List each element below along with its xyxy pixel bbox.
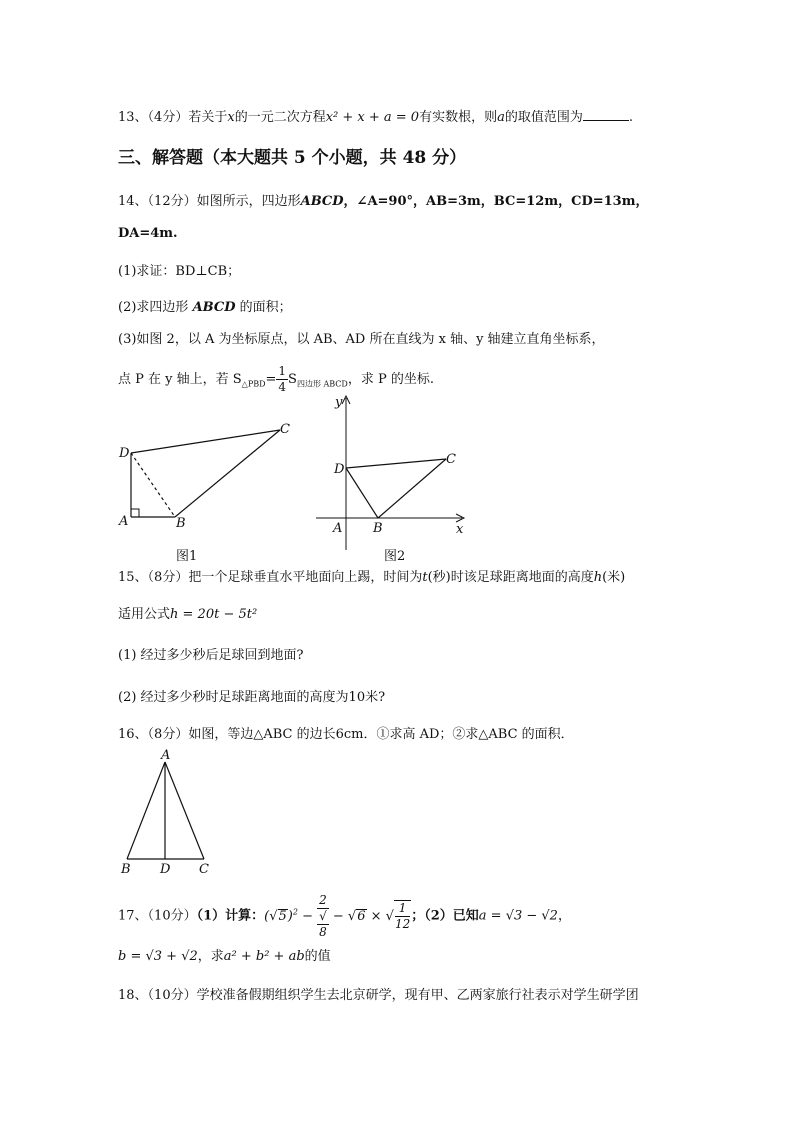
q17-expression: $(√5)^2$ − 2 √ 8 − √6 × √ $\frac{1}{12}$ xyxy=(264,893,411,939)
q15-formula: h = 20t − 5t² xyxy=(170,607,258,622)
q14-da: DA=4m. xyxy=(118,226,178,241)
question-13: 13、（4分）若关于x的一元二次方程x² + x + a = 0有实数根，则a的取值范围为 . xyxy=(118,110,634,125)
fig1-label-c: C xyxy=(280,422,290,437)
fig2-label-d: D xyxy=(334,462,345,477)
fig2-label-c: C xyxy=(446,452,456,467)
fig2-label-b: B xyxy=(373,521,383,536)
fig2-label-a: A xyxy=(333,521,343,536)
q17-line2: b = √3 + √2，求a² + b² + ab的值 xyxy=(118,949,331,964)
q14-part2: (2)求四边形 ABCD 的面积； xyxy=(118,300,292,315)
fig1-label-d: D xyxy=(119,446,130,461)
fig2-axis-y: y xyxy=(335,395,343,410)
q16-number: 16、（8分） xyxy=(118,727,189,742)
q17-b-value: b = √3 + √2 xyxy=(118,949,198,964)
question-18: 18、（10分）学校准备假期组织学生去北京研学，现有甲、乙两家旅行社表示对学生研学团 xyxy=(118,988,639,1003)
question-16: 16、（8分）如图，等边△ABC 的边长6cm．①求高 AD；②求△ABC 的面积． xyxy=(118,727,574,742)
fig1-caption: 图1 xyxy=(176,549,198,564)
q15-part2: (2) 经过多少秒时足球距离地面的高度为10米? xyxy=(118,690,386,705)
fig1-label-a: A xyxy=(119,514,129,529)
q17-a-value: a = √3 − √2 xyxy=(478,908,558,924)
q15-formula-line: 适用公式h = 20t − 5t² xyxy=(118,607,258,622)
fig2-caption: 图2 xyxy=(384,549,406,564)
q15-part1: (1) 经过多少秒后足球回到地面? xyxy=(118,648,304,663)
q17-target-expression: a² + b² + ab xyxy=(223,949,305,964)
question-17: 17、（10分）（1）计算：$(√5)^2$ − 2 √ 8 − √6 × √ $\frac{1}{12}$ ；（2）已知a = √3 − √2， xyxy=(118,893,571,939)
fig2-axis-x: x xyxy=(456,522,464,537)
figure-equilateral-triangle xyxy=(112,748,222,878)
figure-2-coordinate-system xyxy=(310,392,480,564)
triangle-label-d: D xyxy=(160,862,171,877)
q14-part1: (1)求证：BD⊥CB； xyxy=(118,264,241,279)
triangle-label-c: C xyxy=(199,862,209,877)
triangle-label-b: B xyxy=(121,862,131,877)
fig1-label-b: B xyxy=(176,516,186,531)
question-14: 14、（12分）如图所示，四边形ABCD，∠A=90°，AB=3m，BC=12m，CD=13m， xyxy=(118,194,649,209)
question-15: 15、（8分）把一个足球垂直水平地面向上踢，时间为t(秒)时该足球距离地面的高度h(米) xyxy=(118,570,626,585)
q17-number: 17、（10分） xyxy=(118,908,197,924)
q13-equation: x² + x + a = 0 xyxy=(325,110,420,125)
q18-number: 18、（10分） xyxy=(118,988,197,1003)
q15-number: 15、（8分） xyxy=(118,570,189,585)
q14-part3: (3)如图 2，以 A 为坐标原点，以 AB、AD 所在直线为 x 轴、y 轴建立直角坐标系， xyxy=(118,332,605,347)
q14-number: 14、（12分） xyxy=(118,194,197,209)
section-title: 三、解答题（本大题共 5 个小题，共 48 分） xyxy=(118,148,467,168)
figure-1-quadrilateral xyxy=(110,415,300,565)
answer-blank xyxy=(583,108,629,121)
fraction-one-quarter: $\frac{1}{4}$ xyxy=(278,364,287,394)
q13-number: 13、（4分） xyxy=(118,110,189,125)
q14-part3-condition: 点 P 在 y 轴上，若 $S_{\triangle PBD}=$ $\frac{1}{4}$ $S_{四边形 ABCD}$，求 P 的坐标. xyxy=(118,364,434,394)
triangle-label-a: A xyxy=(161,748,171,763)
